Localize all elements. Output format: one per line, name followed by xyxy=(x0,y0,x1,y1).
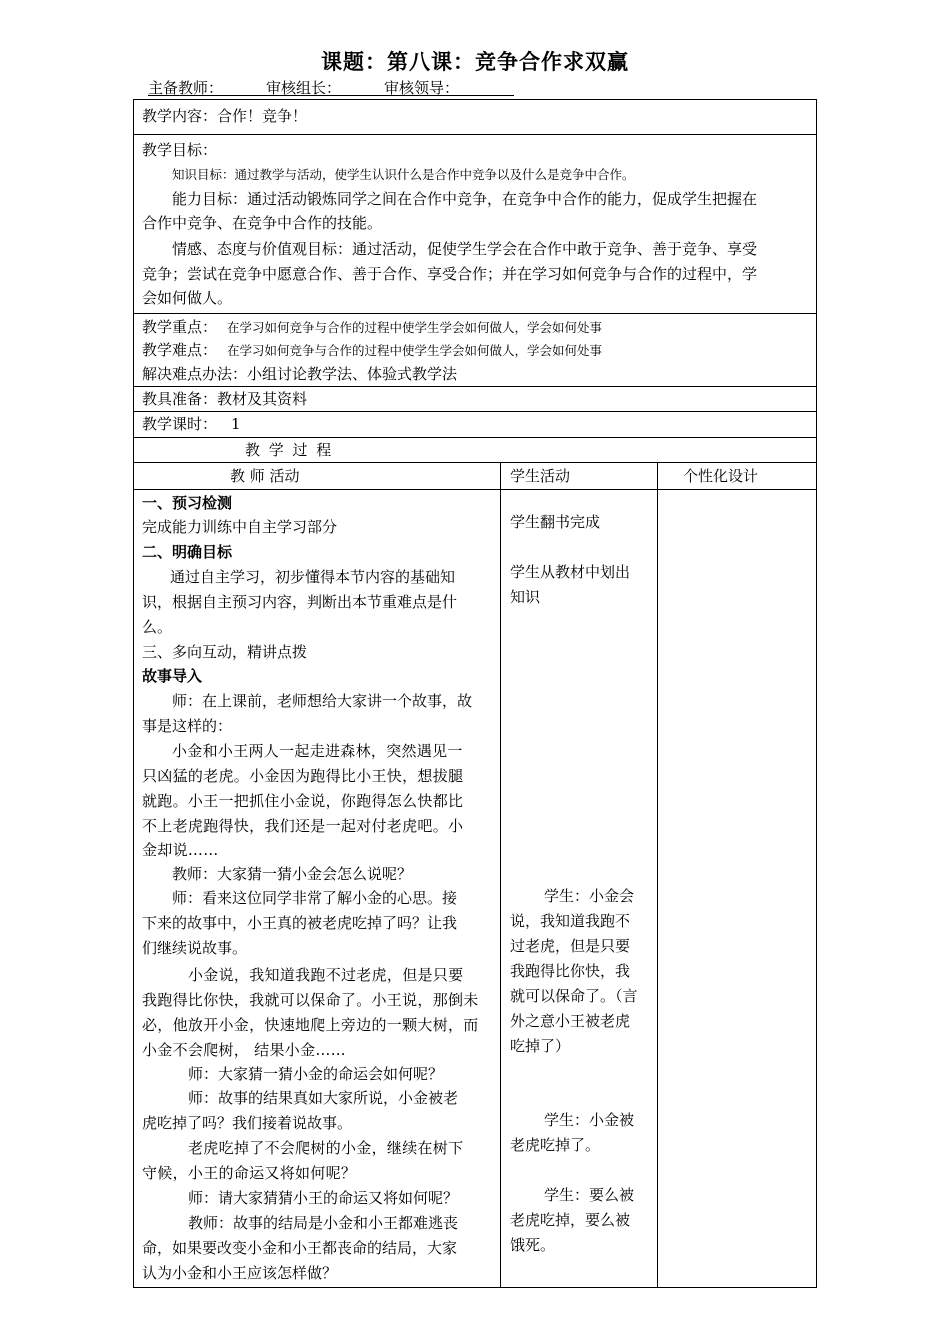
story-line: 不上老虎跑得快，我们还是一起对付老虎吧。小 xyxy=(142,817,464,835)
teacher-line: 师：在上课前，老师想给大家讲一个故事，故 xyxy=(172,692,473,710)
col-student-header: 学生活动 xyxy=(510,467,571,485)
ability-goal-line: 能力目标：通过活动锻炼同学之间在合作中竞争，在竞争中合作的能力，促成学生把握在 xyxy=(172,190,758,208)
student-line: 我跑得比你快，我 xyxy=(510,962,631,980)
section-2-text: 识，根据自主预习内容，判断出本节重难点是什 xyxy=(142,593,458,611)
col-design-header: 个性化设计 xyxy=(683,467,759,485)
teacher-line: 师：故事的结果真如大家所说，小金被老 xyxy=(188,1089,459,1107)
teacher-line: 命，如果要改变小金和小王都丧命的结局，大家 xyxy=(142,1239,458,1257)
teacher-line: 认为小金和小王应该怎样做？ xyxy=(142,1264,338,1282)
story-line: 老虎吃掉了不会爬树的小金，继续在树下 xyxy=(188,1139,464,1157)
story-line: 就跑。小王一把抓住小金说，你跑得怎么快都比 xyxy=(142,792,464,810)
student-line: 学生：要么被 xyxy=(544,1186,635,1204)
method-text: 解决难点办法：小组讨论教学法、体验式教学法 xyxy=(142,365,458,383)
student-line: 学生：小金会 xyxy=(544,887,635,905)
story-line: 只凶猛的老虎。小金因为跑得比小王快，想拔腿 xyxy=(142,767,464,785)
teacher-line: 教师：故事的结局是小金和小王都难逃丧 xyxy=(188,1214,459,1232)
goals-heading: 教学目标： xyxy=(142,141,218,159)
story-line: 小金说，我知道我跑不过老虎，但是只要 xyxy=(188,966,464,984)
focus-label: 教学重点： xyxy=(142,318,218,336)
knowledge-goal: 知识目标：通过教学与活动，使学生认识什么是合作中竞争以及什么是竞争中合作。 xyxy=(172,167,635,182)
teacher-question: 教师：大家猜一猜小金会怎么说呢？ xyxy=(172,865,413,883)
student-line: 外之意小王被老虎 xyxy=(510,1012,631,1030)
teacher-line: 们继续说故事。 xyxy=(142,939,248,957)
story-line: 我跑得比你快，我就可以保命了。小王说，那倒未 xyxy=(142,991,479,1009)
page-title: 课题：第八课：竞争合作求双赢 xyxy=(321,49,629,74)
student-line: 学生从教材中划出 xyxy=(510,563,631,581)
teacher-question: 师：大家猜一猜小金的命运会如何呢？ xyxy=(188,1065,444,1083)
teacher-label: 主备教师： xyxy=(148,79,224,97)
student-line: 学生翻书完成 xyxy=(510,513,601,531)
teacher-line: 下来的故事中，小王真的被老虎吃掉了吗？让我 xyxy=(142,914,458,932)
student-line: 吃掉了） xyxy=(510,1037,571,1055)
col-teacher-header: 教 师 活动 xyxy=(230,467,300,485)
section-1-text: 完成能力训练中自主学习部分 xyxy=(142,518,338,536)
story-line: 小金和小王两人一起走进森林，突然遇见一 xyxy=(172,742,463,760)
student-line: 知识 xyxy=(510,588,541,606)
student-line: 说，我知道我跑不 xyxy=(510,912,631,930)
ability-goal-line: 合作中竞争、在竞争中合作的技能。 xyxy=(142,214,383,232)
focus-text: 在学习如何竞争与合作的过程中使学生学会如何做人，学会如何处事 xyxy=(227,320,603,335)
emotion-goal-line: 会如何做人。 xyxy=(142,289,233,307)
teacher-question: 师：请大家猜猜小王的命运又将如何呢？ xyxy=(188,1189,459,1207)
story-line: 金却说…… xyxy=(142,841,219,859)
student-line: 学生：小金被 xyxy=(544,1111,635,1129)
section-2-text: 通过自主学习，初步懂得本节内容的基础知 xyxy=(170,568,456,586)
hours-label: 教学课时： xyxy=(142,415,218,433)
student-line: 过老虎，但是只要 xyxy=(510,937,631,955)
group-leader-label: 审核组长： xyxy=(266,79,342,97)
teacher-line: 虎吃掉了吗？我们接着说故事。 xyxy=(142,1114,353,1132)
section-3-heading: 三、多向互动，精讲点拨 xyxy=(142,643,308,661)
story-line: 必，他放开小金，快速地爬上旁边的一颗大树，而 xyxy=(142,1016,479,1034)
student-line: 饿死。 xyxy=(510,1236,556,1254)
student-line: 就可以保命了。（言 xyxy=(510,987,638,1005)
difficulty-text: 在学习如何竞争与合作的过程中使学生学会如何做人，学会如何处事 xyxy=(227,343,603,358)
teacher-line: 事是这样的： xyxy=(142,717,233,735)
section-2-heading: 二、明确目标 xyxy=(142,543,233,561)
leader-label: 审核领导： xyxy=(384,79,460,97)
tools-text: 教具准备：教材及其资料 xyxy=(142,390,308,408)
story-line: 小金不会爬树， 结果小金…… xyxy=(142,1041,346,1059)
story-line: 守候，小王的命运又将如何呢？ xyxy=(142,1164,357,1182)
approval-line xyxy=(148,77,514,96)
hours-value: 1 xyxy=(231,415,241,433)
teaching-content: 教学内容：合作！竞争！ xyxy=(142,107,308,125)
student-line: 老虎吃掉了。 xyxy=(510,1136,601,1154)
process-heading: 教 学 过 程 xyxy=(245,441,334,459)
emotion-goal-line: 情感、态度与价值观目标：通过活动，促使学生学会在合作中敢于竞争、善于竞争、享受 xyxy=(172,240,758,258)
story-intro-heading: 故事导入 xyxy=(142,667,203,685)
emotion-goal-line: 竞争；尝试在竞争中愿意合作、善于合作、享受合作；并在学习如何竞争与合作的过程中，学 xyxy=(142,265,758,283)
section-2-text: 么。 xyxy=(142,618,173,636)
student-line: 老虎吃掉，要么被 xyxy=(510,1211,631,1229)
difficulty-label: 教学难点： xyxy=(142,341,218,359)
section-1-heading: 一、预习检测 xyxy=(142,494,233,512)
teacher-line: 师：看来这位同学非常了解小金的心思。接 xyxy=(172,889,458,907)
